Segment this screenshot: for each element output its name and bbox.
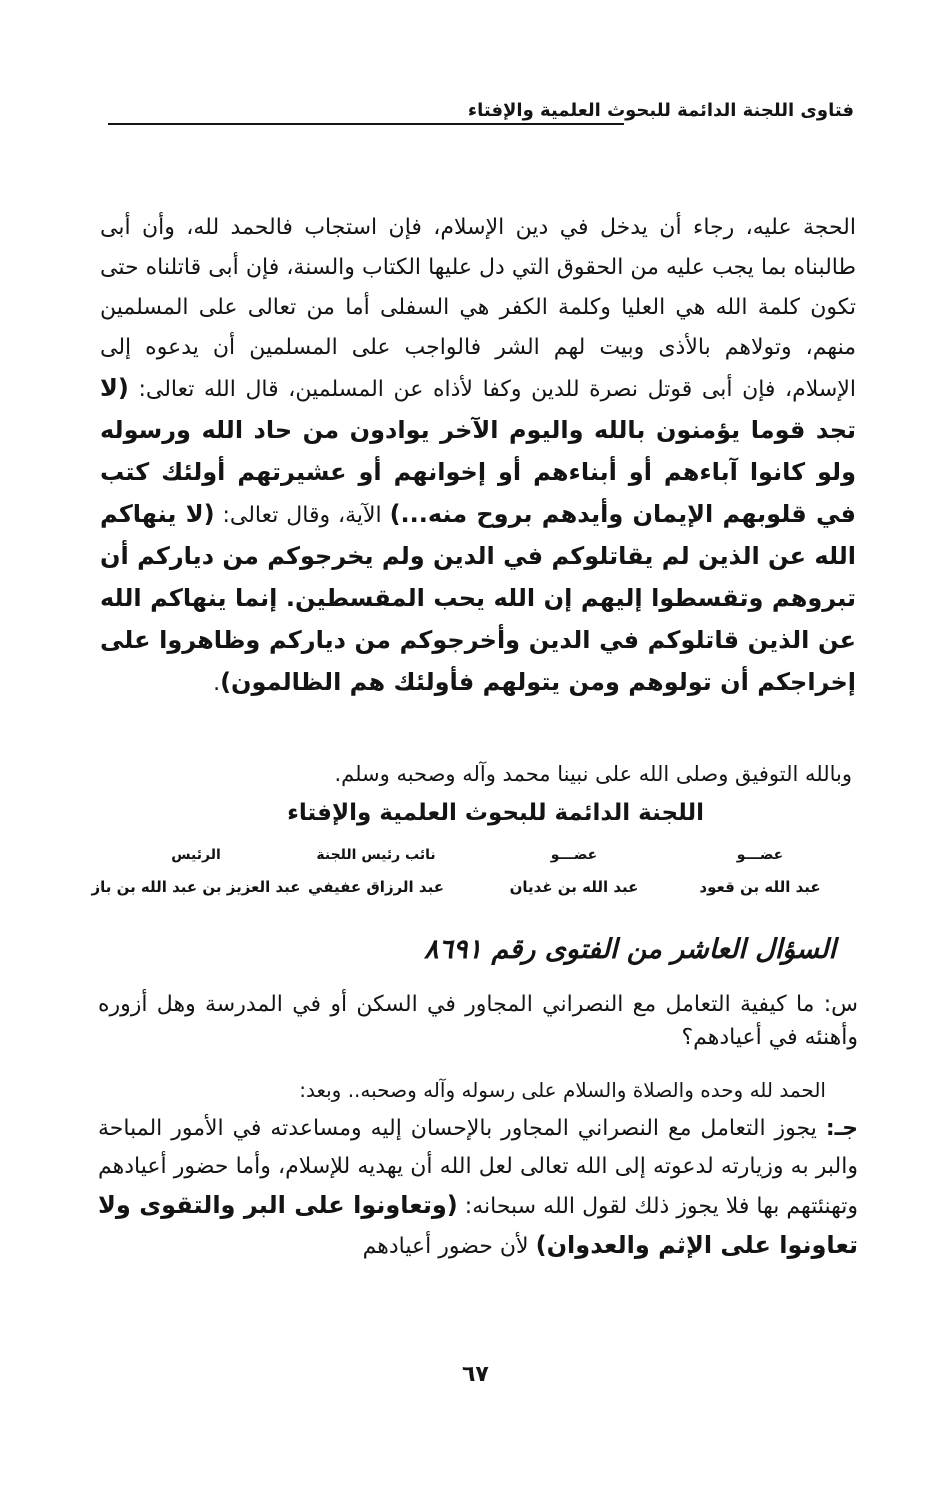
signatory-role: عضـــو: [736, 847, 784, 863]
running-header: فتاوى اللجنة الدائمة للبحوث العلمية والإفتاء: [467, 100, 854, 121]
signatory-4: [86, 846, 306, 898]
signatory-role: عضـــو: [550, 847, 598, 863]
verse-connector: الآية، وقال تعالى:: [214, 503, 390, 528]
committee-name: اللجنة الدائمة للبحوث العلمية والإفتاء: [287, 800, 704, 826]
answer-tail: لأن حضور أعيادهم: [362, 1234, 536, 1259]
signatory-name: عبد الله بن قعود: [699, 878, 821, 896]
signatory-role: الرئيس: [171, 847, 221, 863]
signatory-3: [276, 846, 476, 898]
question-title: السؤال العاشر من الفتوى رقم ٨٦٩١: [424, 934, 836, 965]
signatory-name: عبد العزيز بن عبد الله بن باز: [91, 878, 301, 896]
quran-verse-2: (لا ينهاكم الله عن الذين لم يقاتلوكم في الدين ولم يخرجوكم من دياركم أن تبروهم وتقسطوا إليهم إن الله يحب المقسطين. إنما ينهاكم الله عن الذين قاتلوكم في الدين وأخرجوكم من دياركم وظاهروا على إخراجكم أن تولوهم ومن يتولهم فأولئك هم الظالمون): [100, 500, 856, 696]
signatory-name: عبد الرزاق عفيفي: [308, 878, 444, 896]
answer-body: يجوز التعامل مع النصراني المجاور بالإحسان إليه ومساعدته في الأمور المباحة والبر به وزيارته لدعوته إلى الله تعالى لعل الله أن يهديه للإسلام، وأما حضور أعيادهم وتهنئتهم بها فلا يجوز ذلك لقول الله سبحانه:: [98, 1116, 858, 1219]
signatory-2: [474, 846, 674, 898]
closing-line: وبالله التوفيق وصلى الله على نبينا محمد وآله وصحبه وسلم.: [334, 762, 852, 786]
answer-text: [98, 1110, 858, 1266]
quran-verse-1: (لا تجد قوما يؤمنون بالله واليوم الآخر يوادون من حاد الله ورسوله ولو كانوا آباءهم أو أبناءهم أو إخوانهم أو عشيرتهم أولئك كتب في قلوبهم الإيمان وأيدهم بروح منه...): [100, 374, 857, 528]
signatory-name: عبد الله بن غديان: [509, 878, 639, 896]
fatwa-body: [100, 208, 856, 704]
header-rule: [108, 123, 624, 125]
verse-2-end: .: [213, 671, 221, 696]
question-text: س: ما كيفية التعامل مع النصراني المجاور في السكن أو في المدرسة وهل أزوره وأهنئه في أعيادهم؟: [98, 992, 858, 1050]
page-number: ٦٧: [462, 1362, 489, 1387]
answer-verse: (وتعاونوا على البر والتقوى ولا تعاونوا على الإثم والعدوان): [98, 1191, 858, 1259]
answer-label: جـ:: [825, 1116, 858, 1141]
signatory-1: [660, 846, 860, 898]
fatwa-intro: الحجة عليه، رجاء أن يدخل في دين الإسلام، فإن استجاب فالحمد لله، وأن أبى طالبناه بما يجب عليه من الحقوق التي دل عليها الكتاب والسنة، فإن أبى قاتلناه حتى تكون كلمة الله هي العليا وكلمة الكفر هي السفلى أما من تعالى على المسلمين منهم، وتولاهم بالأذى وبيت لهم الشر فالواجب على المسلمين أن يدعوه إلى الإسلام، فإن أبى قوتل نصرة للدين وكفا لأذاه عن المسلمين، قال الله تعالى:: [100, 215, 856, 402]
answer-praise: الحمد لله وحده والصلاة والسلام على رسوله وآله وصحبه.. وبعد:: [299, 1078, 826, 1102]
signatory-role: نائب رئيس اللجنة: [316, 847, 436, 863]
